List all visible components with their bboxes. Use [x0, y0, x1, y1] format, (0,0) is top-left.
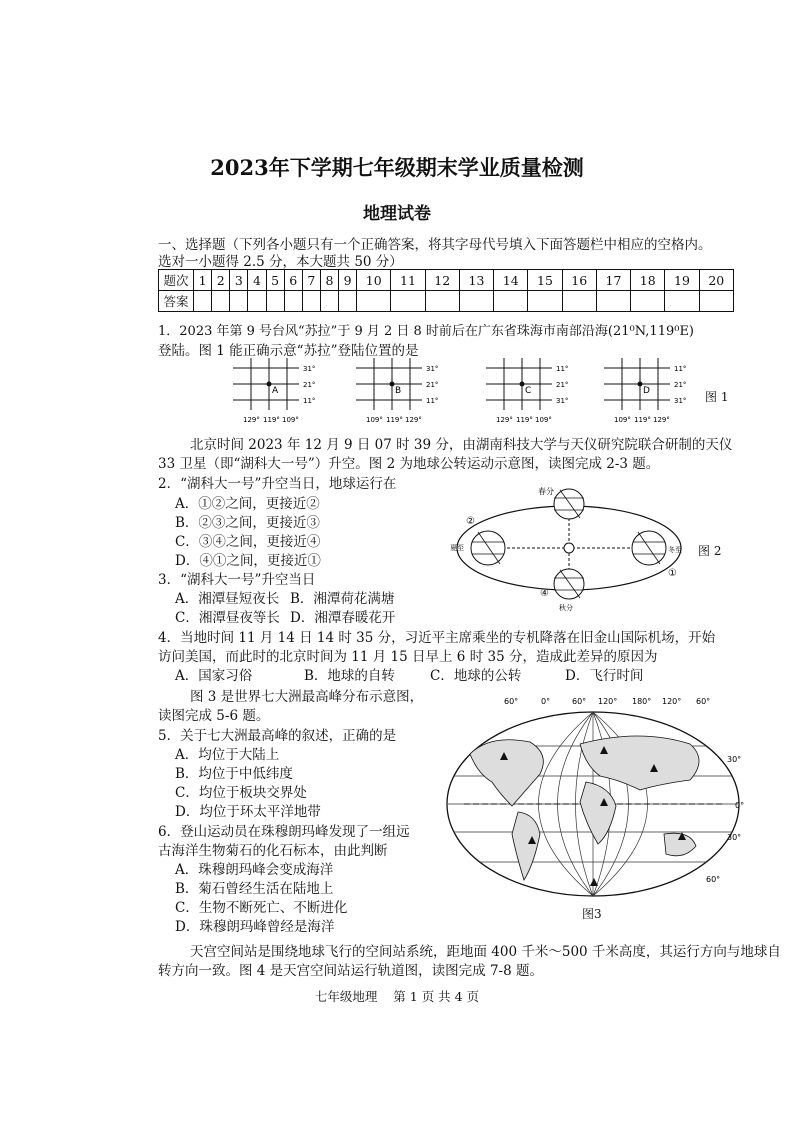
q2-option-b[interactable]: B．②③之间，更接近③: [175, 515, 320, 531]
answer-cell[interactable]: [459, 291, 493, 312]
table-cell: 4: [248, 270, 266, 291]
q4-option-c[interactable]: C．地球的公转: [430, 668, 522, 684]
grid-a-lon: 119°: [263, 416, 280, 424]
q1-stem-line2: 登陆。图 1 能正确示意“苏拉”登陆位置的是: [158, 343, 419, 359]
answer-cell[interactable]: [248, 291, 266, 312]
answer-cell[interactable]: [631, 291, 665, 312]
table-cell: 10: [357, 270, 391, 291]
passage-2-line2: 读图完成 5-6 题。: [158, 708, 270, 724]
grid-d-letter: D: [643, 386, 650, 396]
q2-option-d[interactable]: D．④①之间，更接近①: [175, 553, 321, 569]
table-cell: 9: [339, 270, 357, 291]
row-label-numbers: 题次: [159, 270, 194, 291]
table-cell: 17: [596, 270, 630, 291]
map-lon-label: 60°: [572, 697, 587, 706]
grid-b-lon: 109°: [366, 416, 383, 424]
exam-subtitle: 地理试卷: [363, 204, 431, 224]
fig2-label-bottom: ①: [668, 568, 677, 579]
q5-option-a[interactable]: A．均位于大陆上: [175, 747, 280, 763]
table-cell: 15: [528, 270, 562, 291]
grid-option-c: [486, 358, 568, 424]
q5-option-b[interactable]: B．均位于中低纬度: [175, 766, 293, 782]
grid-c-letter: C: [525, 386, 532, 396]
answer-cell[interactable]: [266, 291, 284, 312]
grid-c-lat: 31°: [556, 397, 569, 405]
q2-option-c[interactable]: C．③④之间，更接近④: [175, 534, 321, 550]
figure-1: [228, 358, 688, 430]
grid-d-lon: 109°: [614, 416, 631, 424]
grid-a-lon: 129°: [243, 416, 260, 424]
page-footer: 七年级地理 第 1 页 共 4 页: [314, 989, 480, 1004]
answer-cell[interactable]: [562, 291, 596, 312]
q2-stem: 2．“湖科大一号”升空当日，地球运行在: [158, 476, 397, 492]
figure-2-caption: 图 2: [698, 544, 722, 558]
table-cell: 2: [212, 270, 230, 291]
grid-a-letter: A: [272, 386, 279, 396]
table-cell: 13: [459, 270, 493, 291]
table-cell: 14: [494, 270, 528, 291]
answer-cell[interactable]: [391, 291, 425, 312]
grid-a-lat: 31°: [303, 365, 316, 373]
q6-option-b[interactable]: B．菊石曾经生活在陆地上: [175, 881, 334, 897]
map-lat-label: 30°: [727, 755, 742, 764]
answer-cell[interactable]: [665, 291, 699, 312]
q4-option-d[interactable]: D．飞行时间: [565, 668, 644, 684]
section-header-line2: 选对一小题得 2.5 分，本大题共 50 分）: [158, 254, 403, 270]
table-cell: 16: [562, 270, 596, 291]
grid-b-lon: 119°: [386, 416, 403, 424]
table-cell: 19: [665, 270, 699, 291]
answer-table-row-numbers: [159, 270, 734, 291]
table-cell: 18: [631, 270, 665, 291]
grid-b-lon: 129°: [405, 416, 422, 424]
grid-c-lat: 11°: [556, 365, 569, 373]
answer-table: [158, 269, 734, 312]
q4-stem-line1: 4．当地时间 11 月 14 日 14 时 35 分，习近平主席乘坐的专机降落在旧金山国际机场，开始: [158, 630, 716, 646]
answer-cell[interactable]: [339, 291, 357, 312]
q4-option-a[interactable]: A．国家习俗: [175, 668, 253, 684]
map-lon-label: 0°: [541, 697, 551, 706]
answer-cell[interactable]: [230, 291, 248, 312]
table-cell: 20: [699, 270, 733, 291]
q5-option-c[interactable]: C．均位于板块交界处: [175, 785, 307, 801]
fig2-label-right: ④: [540, 588, 549, 599]
q6-option-c[interactable]: C．生物不断死亡、不断进化: [175, 900, 348, 916]
q5-option-d[interactable]: D．均位于环太平洋地带: [175, 804, 321, 820]
fig2-label-summer: 夏至: [450, 544, 464, 552]
figure-3-world-map: [440, 694, 746, 904]
figure-2-orbit: [442, 480, 702, 614]
q6-option-a[interactable]: A．珠穆朗玛峰会变成海洋: [175, 862, 334, 878]
map-lat-label: 30°: [727, 833, 742, 842]
answer-cell[interactable]: [596, 291, 630, 312]
row-label-answers: 答案: [159, 291, 194, 312]
q4-stem-line2: 访问美国，而此时的北京时间为 11 月 15 日早上 6 时 35 分，造成此差异的原因为: [158, 649, 658, 665]
answer-cell[interactable]: [194, 291, 212, 312]
q1-stem-line1: 1．2023 年第 9 号台风“苏拉”于 9 月 2 日 8 时前后在广东省珠海市南部沿海(21⁰N,119⁰E): [158, 324, 695, 339]
map-lat-label: 0°: [735, 801, 745, 810]
table-cell: 11: [391, 270, 425, 291]
grid-c-lon: 119°: [516, 416, 533, 424]
grid-a-lat: 11°: [303, 397, 316, 405]
grid-a-lon: 109°: [282, 416, 299, 424]
q6-stem-line1: 6．登山运动员在珠穆朗玛峰发现了一组远: [158, 824, 410, 840]
grid-d-lon: 129°: [653, 416, 670, 424]
map-lon-label: 120°: [598, 697, 618, 706]
table-cell: 5: [266, 270, 284, 291]
section-header-line1: 一、选择题（下列各小题只有一个正确答案，将其字母代号填入下面答题栏中相应的空格内。: [158, 237, 712, 253]
answer-cell[interactable]: [212, 291, 230, 312]
q3-option-c[interactable]: C．湘潭昼夜等长: [175, 610, 280, 626]
table-cell: 7: [302, 270, 320, 291]
fig2-label-spring: 春分: [538, 487, 554, 496]
grid-d-lat: 31°: [674, 397, 687, 405]
q3-option-d[interactable]: D．湘潭春暖花开: [290, 610, 396, 626]
table-cell: 1: [194, 270, 212, 291]
answer-cell[interactable]: [284, 291, 302, 312]
grid-c-lon: 129°: [496, 416, 513, 424]
grid-option-d: [604, 358, 686, 424]
figure-3-caption: 图3: [582, 907, 602, 921]
q4-option-b[interactable]: B．地球的自转: [304, 668, 395, 684]
grid-c-lon: 109°: [535, 416, 552, 424]
grid-b-lat: 11°: [426, 397, 439, 405]
q6-option-d[interactable]: D．珠穆朗玛峰曾经是海洋: [175, 919, 335, 935]
answer-cell[interactable]: [699, 291, 733, 312]
map-lon-label: 180°: [632, 697, 652, 706]
q2-option-a[interactable]: A．①②之间，更接近②: [175, 496, 320, 512]
grid-b-letter: B: [395, 386, 402, 396]
passage-1-line1: 北京时间 2023 年 12 月 9 日 07 时 39 分，由湖南科技大学与天仪研究院联合研制的天仪: [190, 437, 733, 453]
passage-3-line1: 天宫空间站是围绕地球飞行的空间站系统，距地面 400 千米～500 千米高度，其运行方向与地球自: [190, 944, 781, 960]
grid-d-lat: 11°: [674, 365, 687, 373]
q3-option-a[interactable]: A．湘潭昼短夜长: [175, 591, 280, 607]
map-lat-label: 60°: [706, 875, 721, 884]
passage-2-line1: 图 3 是世界七大洲最高峰分布示意图，: [190, 689, 424, 705]
map-lon-label: 120°: [662, 697, 682, 706]
grid-d-lon: 119°: [634, 416, 651, 424]
passage-3-line2: 转方向一致。图 4 是天宫空间站运行轨道图，读图完成 7-8 题。: [158, 963, 543, 979]
answer-table-row-answers: [159, 291, 734, 312]
answer-cell[interactable]: [494, 291, 528, 312]
answer-cell[interactable]: [302, 291, 320, 312]
grid-option-b: [356, 358, 438, 424]
sun-icon: [564, 543, 574, 553]
answer-cell[interactable]: [320, 291, 338, 312]
map-lon-label: 60°: [696, 697, 711, 706]
q3-option-b[interactable]: B．湘潭荷花满塘: [290, 591, 395, 607]
fig2-label-autumn: 秋分: [559, 604, 573, 612]
answer-cell[interactable]: [425, 291, 459, 312]
grid-c-lat: 21°: [556, 381, 569, 389]
grid-b-lat: 31°: [426, 365, 439, 373]
fig2-label-left: ②: [466, 516, 475, 527]
map-lon-label: 60°: [504, 697, 519, 706]
answer-cell[interactable]: [357, 291, 391, 312]
table-cell: 3: [230, 270, 248, 291]
q5-stem: 5．关于七大洲最高峰的叙述，正确的是: [158, 728, 397, 744]
table-cell: 6: [284, 270, 302, 291]
q6-stem-line2: 古海洋生物菊石的化石标本，由此判断: [158, 843, 388, 859]
grid-b-lat: 21°: [426, 381, 439, 389]
figure-1-caption: 图 1: [705, 390, 729, 404]
table-cell: 12: [425, 270, 459, 291]
q3-stem: 3．“湖科大一号”升空当日: [158, 572, 316, 588]
grid-d-lat: 21°: [674, 381, 687, 389]
fig2-label-winter: 冬至: [668, 546, 682, 554]
grid-a-lat: 21°: [303, 381, 316, 389]
exam-title: 2023年下学期七年级期末学业质量检测: [210, 155, 584, 180]
table-cell: 8: [320, 270, 338, 291]
grid-option-a: [233, 358, 315, 424]
answer-cell[interactable]: [528, 291, 562, 312]
passage-1-line2: 33 卫星（即“湖科大一号”）升空。图 2 为地球公转运动示意图，读图完成 2-3 题。: [158, 456, 660, 472]
